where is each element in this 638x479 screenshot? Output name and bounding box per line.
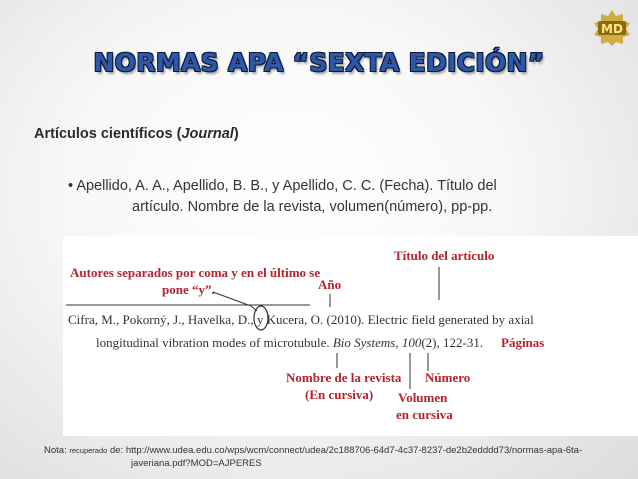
citation-example-figure	[63, 236, 638, 436]
volume-italic-label: en cursiva	[396, 407, 453, 422]
bullet-line-1: Apellido, A. A., Apellido, B. B., y Apellido, C. C. (Fecha). Título del	[76, 178, 497, 194]
note-label: Nota:	[44, 445, 67, 456]
citation-journal: Bio Systems	[332, 335, 396, 350]
journal-italic-label: (En cursiva)	[305, 387, 374, 402]
note-recovered: recuperado	[69, 446, 108, 455]
slide-title: NORMAS APA “SEXTA EDICIÓN”	[93, 48, 545, 77]
logo-text: MD	[601, 22, 623, 36]
heading-prefix: Artículos científicos (	[34, 126, 182, 142]
authors-label-line-2: pone “y”.	[162, 282, 215, 297]
md-logo	[590, 8, 634, 46]
format-bullet: • Apellido, A. A., Apellido, B. B., y Apellido, C. C. (Fecha). Título del artículo. Nombre de la revista, volumen(número), pp-pp.	[68, 176, 497, 218]
source-note	[44, 444, 582, 470]
citation-line-2	[96, 335, 483, 350]
citation-separator: ,	[395, 335, 402, 350]
citation-line-2-start: longitudinal vibration modes of microtubule.	[96, 335, 333, 350]
authors-pointer-line	[213, 292, 251, 306]
year-label: Año	[318, 277, 342, 292]
article-title-label: Título del artículo	[394, 248, 495, 263]
number-label: Número	[425, 370, 471, 385]
heading-italic: Journal	[181, 126, 234, 142]
source-url-line-2[interactable]: javeriana.pdf?MOD=AJPERES	[131, 458, 262, 469]
note-from: de:	[109, 445, 124, 456]
authors-label-line-1: Autores separados por coma y en el último se	[70, 265, 321, 280]
volume-label: Volumen	[398, 390, 448, 405]
citation-issue-pages: (2), 122-31.	[421, 335, 484, 350]
heading-suffix: )	[233, 126, 239, 142]
source-url-line-1[interactable]: http://www.udea.edu.co/wps/wcm/connect/udea/2c188706-64d7-4c37-8237-de2b2edddd73/normas-apa-6ta-	[125, 445, 583, 456]
section-heading	[34, 126, 239, 142]
pages-label: Páginas	[501, 335, 545, 350]
citation-line-1: Cifra, M., Pokorný, J., Havelka, D., y Kucera, O. (2010). Electric field generated by axial	[68, 312, 534, 327]
citation-volume: 100	[401, 335, 422, 350]
bullet-line-2: artículo. Nombre de la revista, volumen(número), pp-pp.	[132, 199, 493, 215]
journal-name-label: Nombre de la revista	[286, 370, 402, 385]
